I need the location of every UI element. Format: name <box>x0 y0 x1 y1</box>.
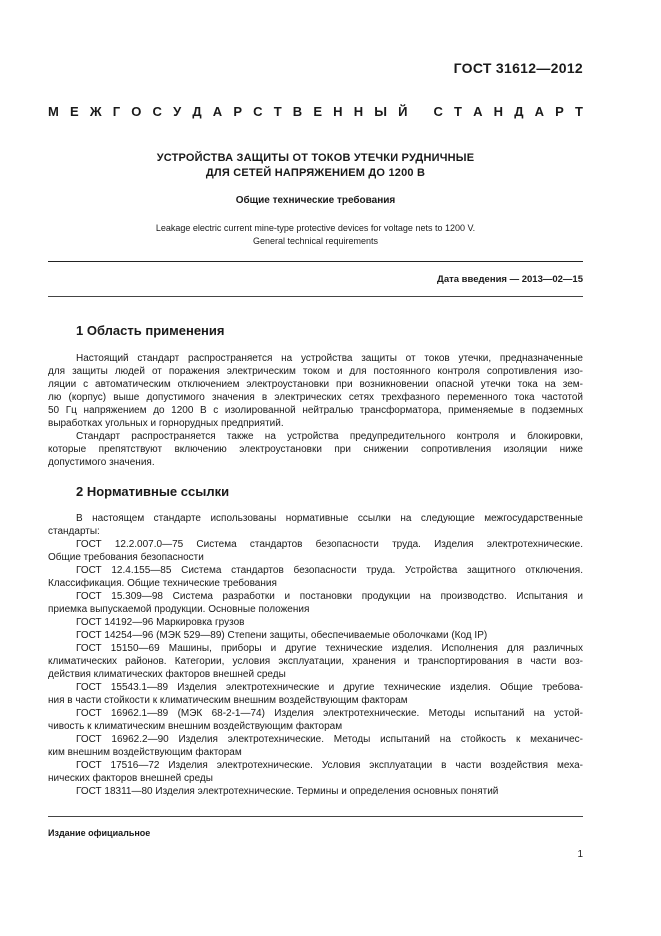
text-line: чивость к климатическим внешним воздействующим факторам <box>48 721 343 732</box>
text-line: ГОСТ 15.309—98 Система разработки и постановки продукции на производство. Испытания и <box>76 591 583 602</box>
banner-letter: А <box>534 104 544 119</box>
banner-letter: Т <box>273 104 282 119</box>
english-title-line-2: General technical requirements <box>252 236 379 246</box>
text-line: ГОСТ 18311—80 Изделия электротехнические. Термины и определения основных понятий <box>76 786 499 797</box>
banner-letter: Е <box>70 104 79 119</box>
text-line: ГОСТ 14192—96 Маркировка грузов <box>76 617 245 628</box>
text-line: нических факторов внешней среды <box>48 773 213 784</box>
page-number: 1 <box>577 849 583 860</box>
title-subtitle: Общие технические требования <box>235 195 396 206</box>
banner-letter: Г <box>112 104 121 119</box>
banner-letter: В <box>292 104 303 119</box>
text-line: лю (корпус) выше допустимого значения в электрических сетях трехфазного переменного тока частотой <box>48 392 583 403</box>
text-line: Стандарт распространяется также на устройства предупредительного контроля и блокировки, <box>76 431 583 442</box>
text-line: ГОСТ 16962.2—90 Изделия электротехнические. Методы испытаний на стойкость к механичес- <box>76 734 583 745</box>
english-title-line-1: Leakage electric current mine-type protective devices for voltage nets to 1200 V. <box>155 223 476 233</box>
text-line: допустимого значения. <box>48 457 155 468</box>
banner-letter: А <box>212 104 223 119</box>
banner-letter: О <box>131 104 142 119</box>
text-line: стандарты: <box>48 526 100 537</box>
banner-letter: Р <box>233 104 242 119</box>
banner-letter: Н <box>353 104 364 119</box>
standard-banner <box>48 104 583 119</box>
banner-letter: Д <box>192 104 202 119</box>
text-line: для защиты людей от поражения электрическим током и для постоянного контроля сопротивления изо- <box>48 366 583 377</box>
banner-letter: М <box>48 104 59 119</box>
text-line: ГОСТ 12.4.155—85 Система стандартов безопасности труда. Устройства защитного отключения. <box>76 565 583 576</box>
text-line: Общие требования безопасности <box>48 552 204 563</box>
text-line: климатических районов. Категории, условия эксплуатации, хранения и транспортирования в части воз- <box>48 656 583 667</box>
banner-letter: Т <box>574 104 583 119</box>
text-line: Классификация. Общие технические требования <box>48 578 277 589</box>
text-line: В настоящем стандарте использованы нормативные ссылки на следующие межгосударственные <box>76 513 583 524</box>
text-line: ГОСТ 17516—72 Изделия электротехнические. Условия эксплуатации в части воздействия меха- <box>76 760 583 771</box>
banner-letter: Е <box>313 104 323 119</box>
banner-letter: Н <box>333 104 343 119</box>
text-line: ГОСТ 12.2.007.0—75 Система стандартов безопасности труда. Изделия электротехнические. <box>76 539 583 550</box>
title-rule <box>48 261 583 262</box>
banner-letter: Ж <box>89 104 102 119</box>
banner-letter: С <box>253 104 263 119</box>
title-line-2: ДЛЯ СЕТЕЙ НАПРЯЖЕНИЕМ ДО 1200 В <box>205 167 426 179</box>
banner-letter: Д <box>514 104 524 119</box>
banner-letter: А <box>473 104 483 119</box>
text-line: действия климатических факторов внешней среды <box>48 669 286 680</box>
text-line: ГОСТ 15150—69 Машины, приборы и другие технические изделия. Исполнения для различных <box>76 643 583 654</box>
section-2-heading: 2 Нормативные ссылки <box>76 484 230 499</box>
text-line: ляции с автоматическим отключением электроустановки при возникновении опасной утечки тока на зем- <box>48 379 583 390</box>
banner-letter: Н <box>493 104 504 119</box>
title-line-1: УСТРОЙСТВА ЗАЩИТЫ ОТ ТОКОВ УТЕЧКИ РУДНИЧНЫЕ <box>156 152 475 164</box>
text-line: ГОСТ 16962.1—89 (МЭК 68-2-1—74) Изделия электротехнические. Методы испытаний на устой- <box>76 708 583 719</box>
text-line: ГОСТ 15543.1—89 Изделия электротехнические и другие технические изделия. Общие требова- <box>76 682 583 693</box>
text-line: ким внешним воздействующим факторам <box>48 747 242 758</box>
banner-letter: С <box>152 104 162 119</box>
section-2-body <box>48 512 583 798</box>
text-line: 50 Гц напряжением до 1200 В с изолированной нейтралью трансформатора, применяемые в подземных <box>48 405 583 416</box>
text-line: ГОСТ 14254—96 (МЭК 529—89) Степени защиты, обеспечиваемые оболочками (Код IP) <box>76 630 488 641</box>
text-line: ния в части стойкости к климатическим внешним воздействующим факторам <box>48 695 408 706</box>
intro-date: Дата введения — 2013—02—15 <box>437 274 583 285</box>
banner-letter: Ы <box>374 104 387 119</box>
banner-letter: Т <box>453 104 462 119</box>
banner-letter: Й <box>398 104 408 119</box>
section-1-heading: 1 Область применения <box>76 323 225 338</box>
date-rule <box>48 296 583 297</box>
text-line: Настоящий стандарт распространяется на устройства защиты от токов утечки, предназначенные <box>76 353 583 364</box>
footer-rule <box>48 816 583 817</box>
banner-letter: С <box>433 104 443 119</box>
section-1-body <box>48 352 583 469</box>
text-line: которые препятствуют включению электроустановки при снижении сопротивления изоляции ниже <box>48 444 583 455</box>
text-line: выработках угольных и горнорудных предприятий. <box>48 418 284 429</box>
edition-note: Издание официальное <box>48 828 151 838</box>
banner-letter: Р <box>555 104 564 119</box>
banner-letter: У <box>173 104 182 119</box>
document-code: ГОСТ 31612—2012 <box>453 60 583 76</box>
banner-gap <box>419 104 423 119</box>
text-line: приемка выпускаемой продукции. Основные положения <box>48 604 310 615</box>
